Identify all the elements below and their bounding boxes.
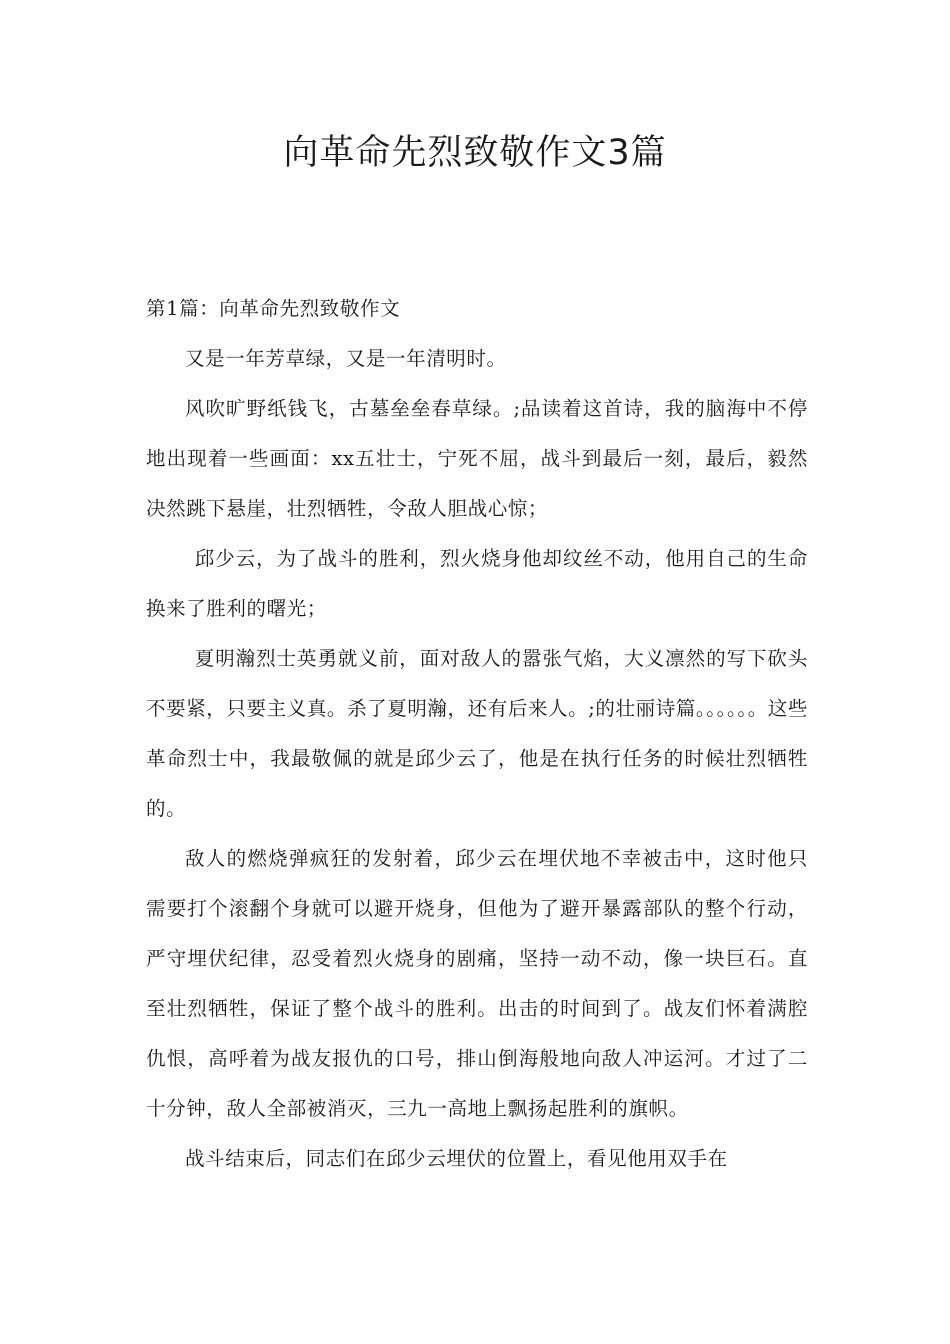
- paragraph-3: 邱少云，为了战斗的胜利，烈火烧身他却纹丝不动，他用自己的生命换来了胜利的曙光；: [146, 547, 808, 620]
- paragraph-4: 夏明瀚烈士英勇就义前，面对敌人的嚣张气焰，大义凛然的写下砍头不要紧，只要主义真。杀了夏明瀚，还有后来人。;的壮丽诗篇。。。。。。这些革命烈士中，我最敬佩的就是邱少云了，他是在执行任务的时候壮烈牺牲的。: [146, 647, 808, 820]
- paragraph-6: 战斗结束后，同志们在邱少云埋伏的位置上，看见他用双手在: [185, 1147, 728, 1170]
- document-title: 向革命先烈致敬作文3篇: [283, 133, 667, 173]
- paragraph-5: 敌人的燃烧弹疯狂的发射着，邱少云在埋伏地不幸被击中，这时他只需要打个滚翻个身就可以避开烧身，但他为了避开暴露部队的整个行动，严守埋伏纪律，忍受着烈火烧身的剧痛，坚持一动不动，像一块巨石。直至壮烈牺牲，保证了整个战斗的胜利。出击的时间到了。战友们怀着满腔仇恨，高呼着为战友报仇的口号，排山倒海般地向敌人冲运河。才过了二十分钟，敌人全部被消灭，三九一高地上飘扬起胜利的旗帜。: [146, 847, 808, 1120]
- paragraph-1: 又是一年芳草绿，又是一年清明时。: [185, 347, 507, 370]
- paragraph-2: 风吹旷野纸钱飞，古墓垒垒春草绿。;品读着这首诗，我的脑海中不停地出现着一些画面：xx五壮士，宁死不屈，战斗到最后一刻，最后，毅然决然跳下悬崖，壮烈牺牲，令敌人胆战心惊；: [146, 397, 808, 520]
- section-heading: 第1篇：向革命先烈致敬作文: [146, 297, 401, 320]
- document-body: [146, 284, 808, 1184]
